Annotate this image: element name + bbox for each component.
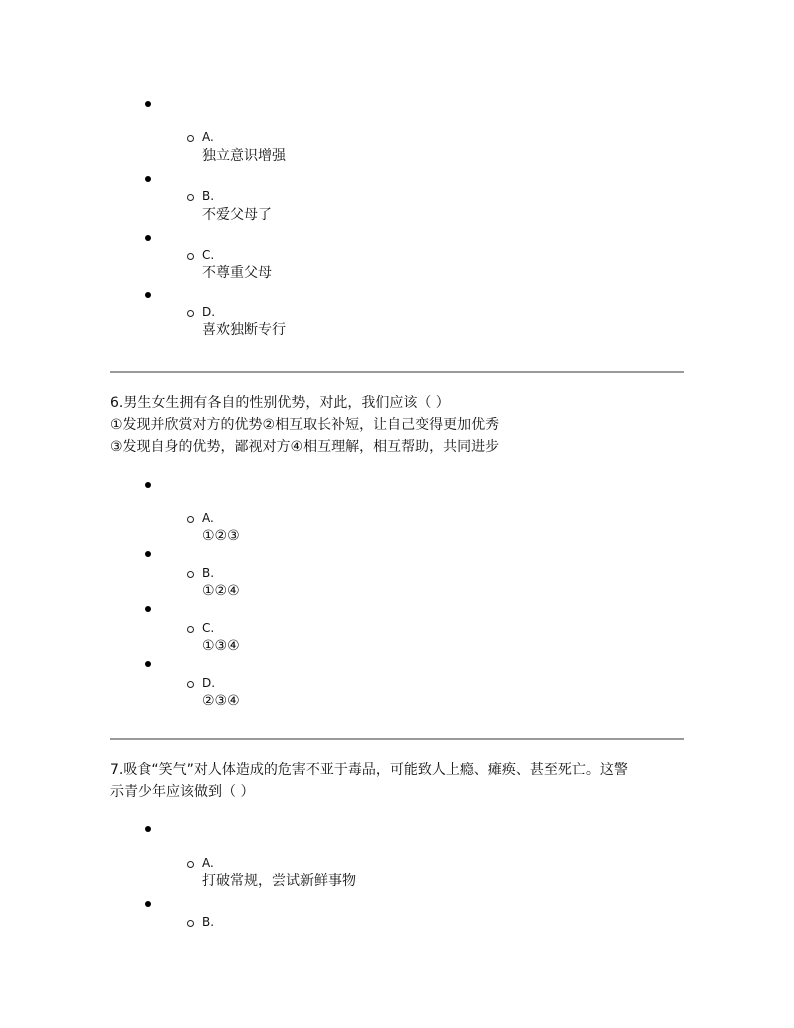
- question-divider: [110, 738, 684, 740]
- option-text-d[interactable]: ②③④: [202, 693, 240, 709]
- question-divider: [110, 371, 684, 373]
- question-stem-line: 7.吸食“笑气”对人体造成的危害不亚于毒品，可能致人上瘾、瘫痪、甚至死亡。这警: [110, 762, 628, 778]
- option-letter-b: B.: [202, 566, 215, 580]
- option-radio-a[interactable]: [187, 861, 194, 868]
- question-stem-line: 6.男生女生拥有各自的性别优势，对此，我们应该（ ）: [110, 395, 450, 411]
- option-letter-b: B.: [202, 189, 215, 203]
- option-letter-d: D.: [202, 305, 216, 319]
- list-bullet: [145, 235, 151, 241]
- option-letter-c: C.: [202, 621, 215, 635]
- question-stem-line: 示青少年应该做到（ ）: [110, 784, 255, 800]
- option-text-d[interactable]: 喜欢独断专行: [202, 322, 286, 338]
- option-radio-d[interactable]: [187, 310, 194, 317]
- list-bullet: [145, 101, 151, 107]
- option-radio-b[interactable]: [187, 571, 194, 578]
- list-bullet: [145, 606, 151, 612]
- option-letter-a: A.: [202, 130, 214, 144]
- option-text-a[interactable]: 打破常规，尝试新鲜事物: [202, 873, 356, 889]
- question-stem-line: ①发现并欣赏对方的优势②相互取长补短，让自己变得更加优秀: [110, 417, 500, 433]
- list-bullet: [145, 661, 151, 667]
- option-radio-a[interactable]: [187, 135, 194, 142]
- list-bullet: [145, 292, 151, 298]
- option-text-b[interactable]: ①②④: [202, 583, 240, 599]
- option-letter-a: A.: [202, 856, 214, 870]
- option-text-c[interactable]: 不尊重父母: [202, 265, 272, 281]
- option-radio-c[interactable]: [187, 626, 194, 633]
- option-radio-b[interactable]: [187, 194, 194, 201]
- list-bullet: [145, 826, 151, 832]
- option-letter-a: A.: [202, 511, 214, 525]
- option-radio-b[interactable]: [187, 920, 194, 927]
- list-bullet: [145, 482, 151, 488]
- list-bullet: [145, 551, 151, 557]
- question-stem-line: ③发现自身的优势，鄙视对方④相互理解，相互帮助，共同进步: [110, 439, 500, 455]
- option-text-b[interactable]: 不爱父母了: [202, 207, 272, 223]
- option-radio-c[interactable]: [187, 253, 194, 260]
- option-text-c[interactable]: ①③④: [202, 638, 240, 654]
- option-letter-d: D.: [202, 676, 216, 690]
- option-radio-d[interactable]: [187, 681, 194, 688]
- list-bullet: [145, 901, 151, 907]
- option-letter-c: C.: [202, 248, 215, 262]
- option-text-a[interactable]: ①②③: [202, 528, 240, 544]
- list-bullet: [145, 176, 151, 182]
- option-text-a[interactable]: 独立意识增强: [202, 148, 286, 164]
- option-letter-b: B.: [202, 915, 215, 929]
- option-radio-a[interactable]: [187, 516, 194, 523]
